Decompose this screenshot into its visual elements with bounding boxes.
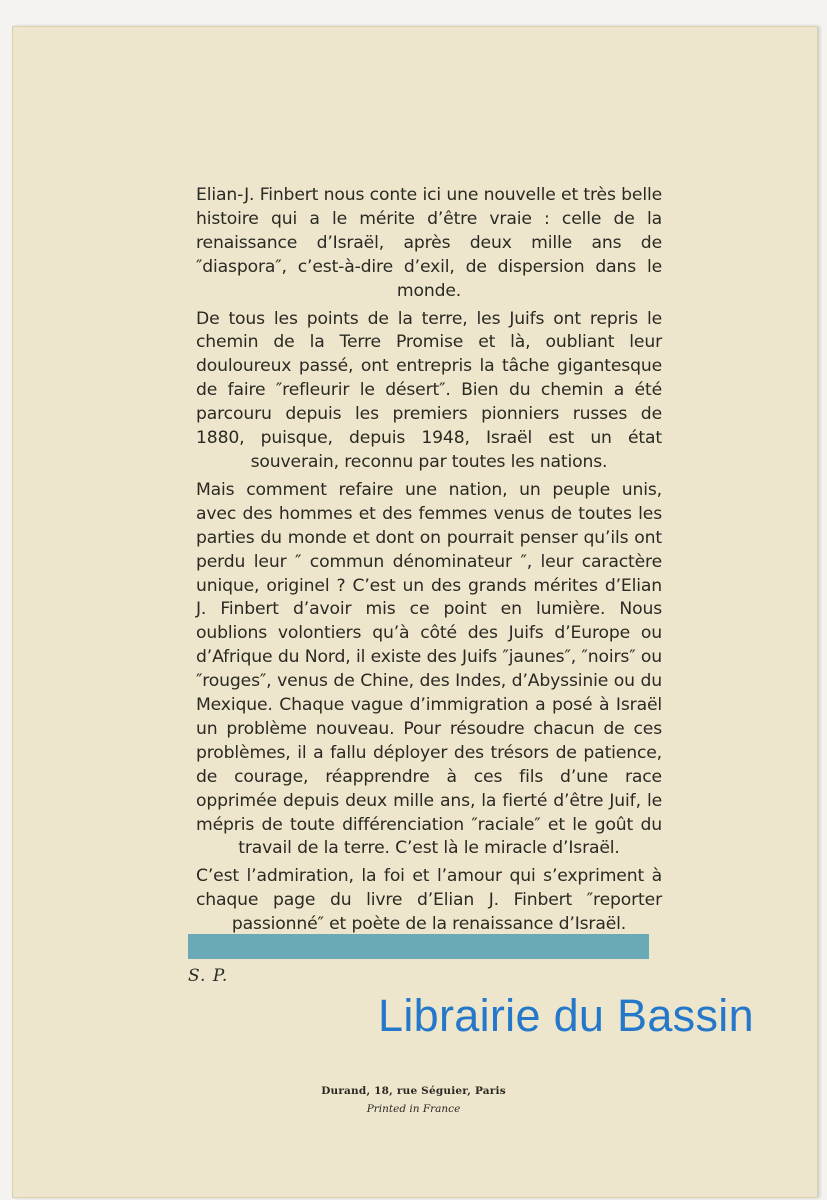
printed-in-label: Printed in France	[366, 1103, 461, 1115]
author-initials: S. P.	[188, 966, 229, 986]
blurb-paragraph-2: De tous les points de la terre, les Juifs ont repris le chemin de la Terre Promise et là, oubliant leur douloureux passé, ont entrepris la tâche gigantesque de faire ″refleurir le désert″. Bien du chemin a été parcouru depuis les premiers pionniers russes de 1880, puisque, depuis 1948, Israël est un état souverain, reconnu par toutes les nations.	[196, 308, 662, 472]
blurb-text	[196, 184, 662, 941]
blurb-paragraph-1: Elian-J. Finbert nous conte ici une nouvelle et très belle histoire qui a le mérite d’être vraie : celle de la renaissance d’Israël, après deux mille ans de ″diaspora″, c’est-à-dire d’exil, de dispersion dans le monde.	[196, 185, 662, 301]
seller-watermark: Librairie du Bassin	[378, 990, 754, 1041]
decorative-rule	[188, 934, 649, 959]
printer-address: Durand, 18, rue Séguier, Paris	[321, 1085, 506, 1097]
blurb-paragraph-4: C’est l’admiration, la foi et l’amour qui s’expriment à chaque page du livre d’Elian J. Finbert ″reporter passionné″ et poète de la renaissance d’Israël.	[196, 866, 662, 935]
blurb-paragraph-3: Mais comment refaire une nation, un peuple unis, avec des hommes et des femmes venus de toutes les parties du monde et dont on pourrait penser qu’ils ont perdu leur ″ commun dénominateur ″, leur caractère unique, originel ? C’est un des grands mérites d’Elian J. Finbert d’avoir mis ce point en lumière. Nous oublions volontiers qu’à côté des Juifs d’Europe ou d’Afrique du Nord, il existe des Juifs ″jaunes″, ″noirs″ ou ″rouges″, venus de Chine, des Indes, d’Abyssinie ou du Mexique. Chaque vague d’immigration a posé à Israël un problème nouveau. Pour résoudre chacun de ces problèmes, il a fallu déployer des trésors de patience, de courage, réapprendre à ces fils d’une race opprimée depuis deux mille ans, la fierté d’être Juif, le mépris de toute différenciation ″raciale″ et le goût du travail de la terre. C’est là le miracle d’Israël.	[196, 479, 662, 859]
